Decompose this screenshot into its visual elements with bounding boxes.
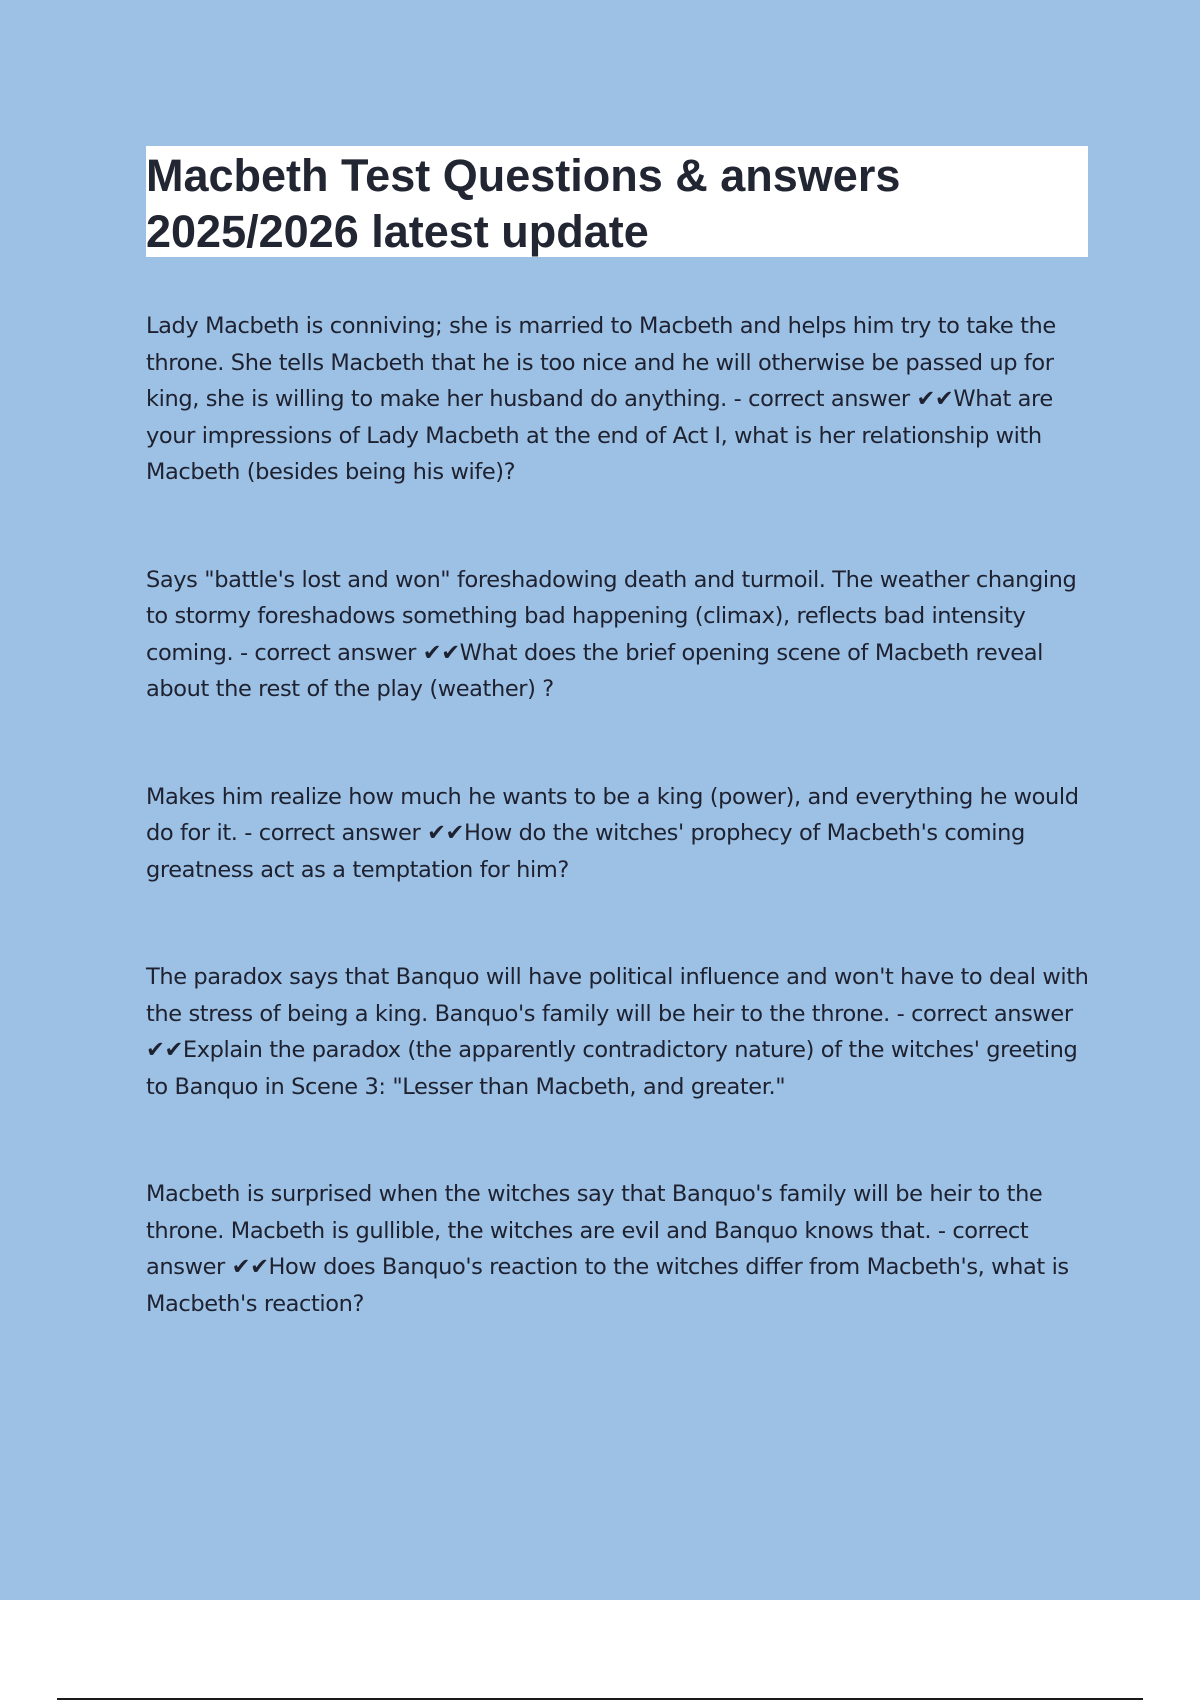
- qa-entry: Lady Macbeth is conniving; she is married to Macbeth and helps him try to take the throne. She tells Macbeth that he is too nice and he will otherwise be passed up for king, she is willing to make her husband do anything. - correct answer ✔✔What are your impressions of Lady Macbeth at the end of Act I, what is her relationship with Macbeth (besides being his wife)?: [146, 313, 1056, 485]
- qa-entry: The paradox says that Banquo will have political influence and won't have to deal with the stress of being a king. Banquo's family will be heir to the throne. - correct answer ✔✔Explain the paradox (the apparently contradictory nature) of the witches' greeting to Banquo in Scene 3: "Lesser than Macbeth, and greater.": [146, 964, 1089, 1100]
- document-title: Macbeth Test Questions & answers 2025/2026 latest update: [146, 150, 901, 257]
- title-box: [146, 146, 1088, 257]
- qa-entry: Makes him realize how much he wants to be a king (power), and everything he would do for it. - correct answer ✔✔How do the witches' prophecy of Macbeth's coming greatness act as a temptation for him?: [146, 783, 1079, 883]
- qa-entry: Macbeth is surprised when the witches say that Banquo's family will be heir to the throne. Macbeth is gullible, the witches are evil and Banquo knows that. - correct answer ✔✔How does Banquo's reaction to the witches differ from Macbeth's, what is Macbeth's reaction?: [146, 1181, 1069, 1317]
- qa-entry: Says "battle's lost and won" foreshadowing death and turmoil. The weather changing to stormy foreshadows something bad happening (climax), reflects bad intensity coming. - correct answer ✔✔What does the brief opening scene of Macbeth reveal about the rest of the play (weather) ?: [146, 566, 1077, 702]
- qa-list: [146, 308, 1096, 1393]
